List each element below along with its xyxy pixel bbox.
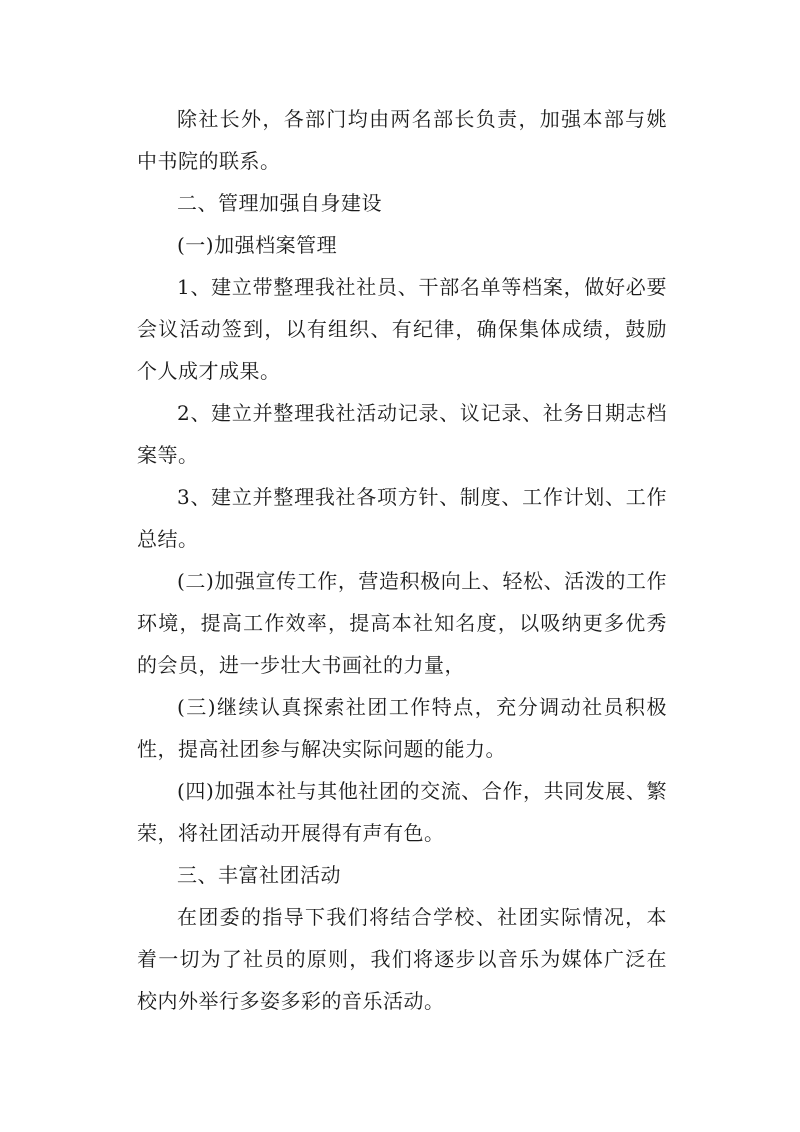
list-item-2: 2、建立并整理我社活动记录、议记录、社务日期志档案等。 <box>137 401 667 467</box>
paragraph-activities: 在团委的指导下我们将结合学校、社团实际情况，本着一切为了社员的原则，我们将逐步以音乐为媒体广泛在校内外举行多姿多彩的音乐活动。 <box>137 905 667 1013</box>
list-item-1: 1、建立带整理我社社员、干部名单等档案，做好必要会议活动签到，以有组织、有纪律，确保集体成绩，鼓励个人成才成果。 <box>137 275 667 383</box>
subsection-heading-1: (一)加强档案管理 <box>177 233 338 257</box>
section-heading-2: 二、管理加强自身建设 <box>177 191 382 215</box>
document-body <box>137 98 667 1022</box>
paragraph-intro: 除社长外，各部门均由两名部长负责，加强本部与姚中书院的联系。 <box>137 107 667 173</box>
subsection-4: (四)加强本社与其他社团的交流、合作，共同发展、繁荣，将社团活动开展得有声有色。 <box>137 779 667 845</box>
subsection-2: (二)加强宣传工作，营造积极向上、轻松、活泼的工作环境，提高工作效率，提高本社知名度，以吸纳更多优秀的会员，进一步壮大书画社的力量， <box>137 569 667 677</box>
list-item-3: 3、建立并整理我社各项方针、制度、工作计划、工作总结。 <box>137 485 667 551</box>
subsection-3: (三)继续认真探索社团工作特点，充分调动社员积极性，提高社团参与解决实际问题的能力。 <box>137 695 667 761</box>
section-heading-3: 三、丰富社团活动 <box>177 863 341 887</box>
